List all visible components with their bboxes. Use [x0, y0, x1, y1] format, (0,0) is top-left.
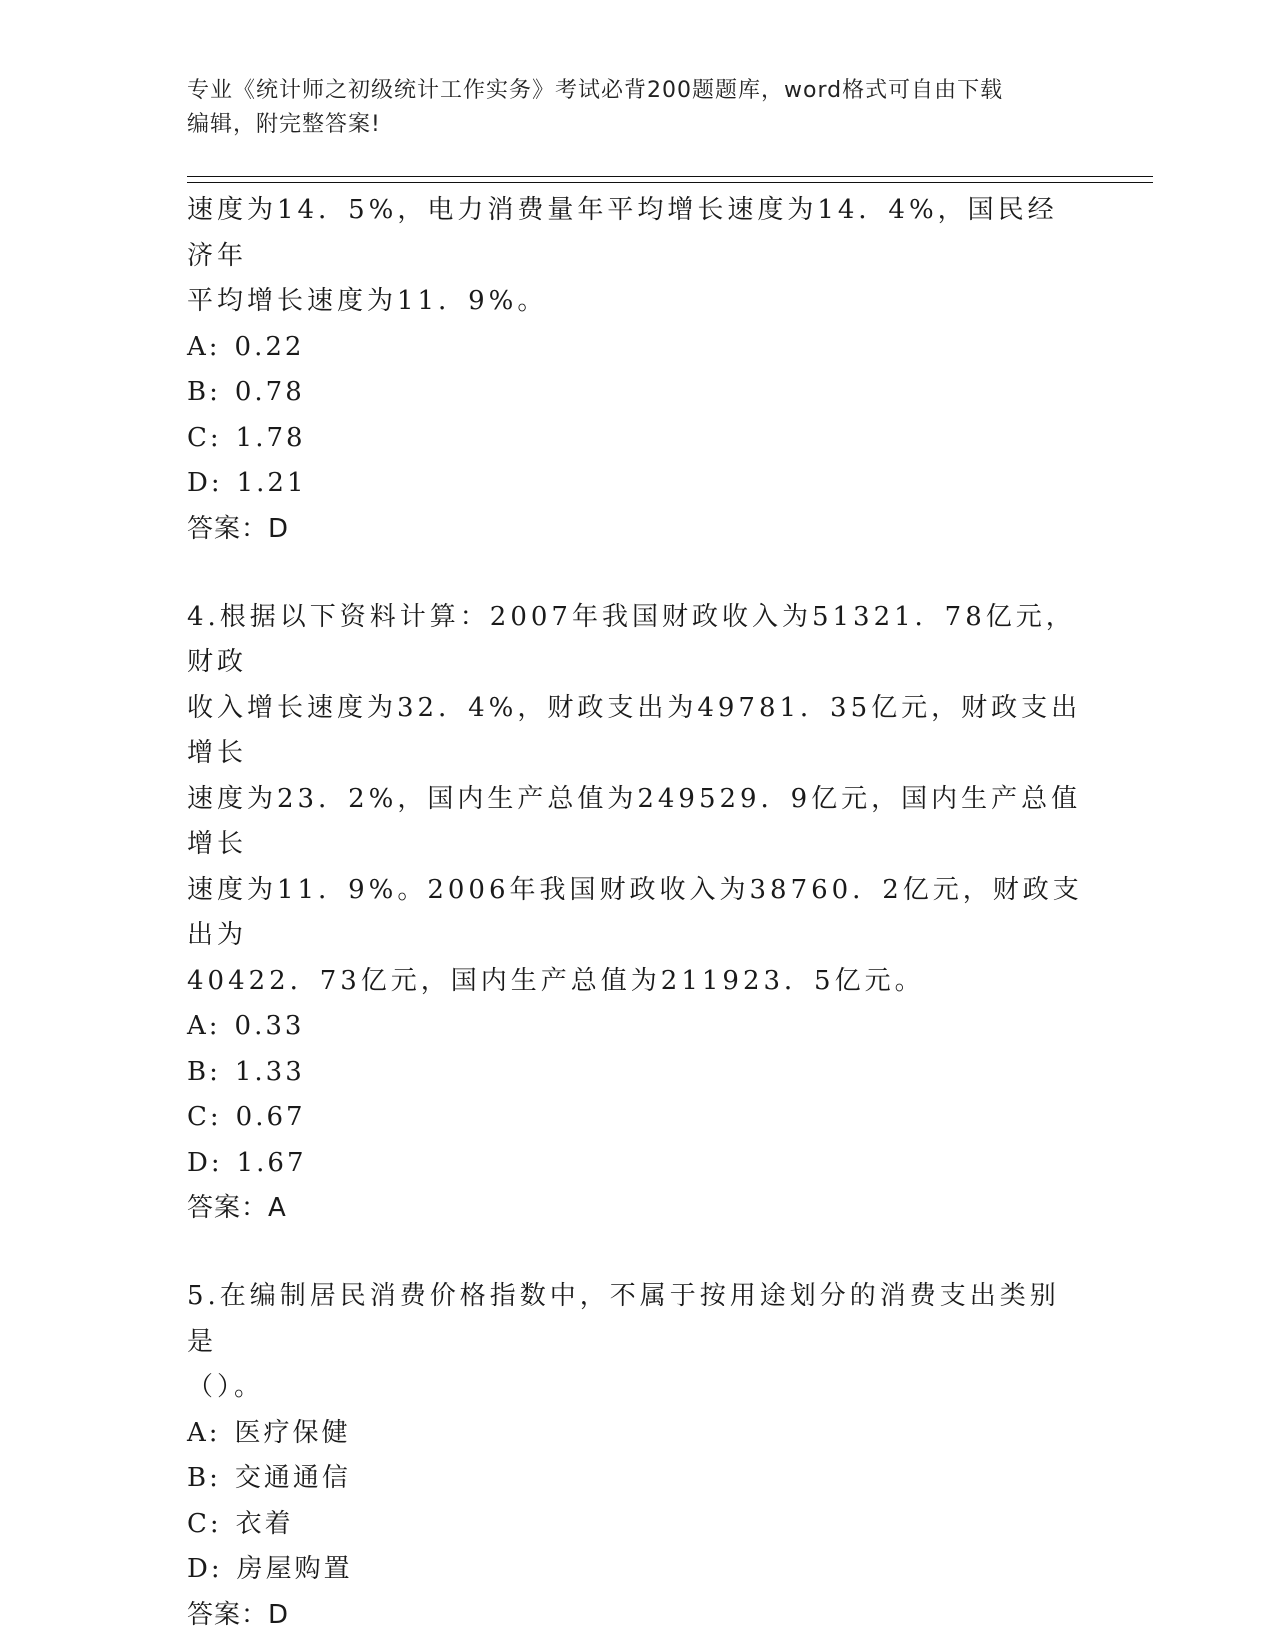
option-c	[187, 1095, 1087, 1141]
option-value: 医疗保健	[234, 1417, 351, 1448]
option-c	[187, 416, 1087, 462]
header-line-2: 编辑，附完整答案!	[187, 112, 381, 137]
option-key: A:	[187, 1011, 221, 1041]
answer-line: 答案：D	[187, 1599, 290, 1630]
spacer	[187, 1231, 1087, 1274]
question-text-line: 速度为14．5%，电力消费量年平均增长速度为14．4%，国民经济年	[187, 195, 1058, 271]
option-key: A:	[187, 331, 221, 362]
option-key: B:	[187, 377, 221, 407]
question-text-line: （）。	[187, 1372, 265, 1402]
option-value: 0.22	[234, 331, 305, 362]
option-b	[187, 370, 1087, 416]
option-d	[187, 461, 1087, 507]
option-key: D:	[187, 468, 223, 498]
question-text-line: 速度为23．2%，国内生产总值为249529．9亿元，国内生产总值增长	[187, 783, 1082, 859]
option-c	[187, 1502, 1087, 1548]
answer-line: 答案：A	[187, 1193, 287, 1223]
option-a	[187, 1411, 1087, 1457]
option-value: 1.33	[234, 1056, 305, 1087]
question-3	[187, 188, 1087, 552]
option-value: 1.67	[236, 1147, 307, 1178]
option-b	[187, 1050, 1087, 1096]
question-text-line: 5.在编制居民消费价格指数中，不属于按用途划分的消费支出类别是	[187, 1281, 1060, 1357]
question-text-line: 40422．73亿元，国内生产总值为211923．5亿元。	[187, 965, 925, 996]
option-value: 1.21	[236, 468, 307, 498]
question-text-line: 收入增长速度为32．4%，财政支出为49781．35亿元，财政支出增长	[187, 692, 1082, 768]
spacer	[187, 552, 1087, 595]
option-value: 衣着	[235, 1508, 294, 1539]
header-divider-bottom	[187, 182, 1153, 183]
question-text-line: 4.根据以下资料计算：2007年我国财政收入为51321．78亿元，财政	[187, 601, 1076, 677]
option-key: C:	[187, 1102, 222, 1132]
option-b	[187, 1456, 1087, 1502]
option-value: 交通通信	[234, 1463, 351, 1493]
answer-line: 答案：D	[187, 513, 290, 544]
option-value: 房屋购置	[236, 1554, 353, 1584]
question-text-line: 速度为11．9%。2006年我国财政收入为38760．2亿元，财政支出为	[187, 874, 1083, 950]
question-4	[187, 595, 1087, 1232]
option-key: B:	[187, 1056, 221, 1087]
header-line-1: 专业《统计师之初级统计工作实务》考试必背200题题库，word格式可自由下载	[187, 78, 1004, 103]
option-value: 0.78	[234, 377, 305, 407]
option-d	[187, 1547, 1087, 1593]
question-text-line: 平均增长速度为11．9%。	[187, 286, 548, 316]
option-value: 0.67	[235, 1102, 306, 1132]
option-value: 0.33	[234, 1011, 305, 1041]
question-5	[187, 1274, 1087, 1638]
header-divider-top	[187, 176, 1153, 177]
option-key: B:	[187, 1463, 221, 1493]
option-key: C:	[187, 422, 222, 453]
document-header	[187, 74, 1087, 142]
option-key: A:	[187, 1417, 221, 1448]
option-d	[187, 1141, 1087, 1187]
option-key: C:	[187, 1508, 222, 1539]
option-key: D:	[187, 1147, 223, 1178]
option-value: 1.78	[235, 422, 306, 453]
document-body	[187, 188, 1087, 1638]
option-key: D:	[187, 1554, 223, 1584]
option-a	[187, 325, 1087, 371]
option-a	[187, 1004, 1087, 1050]
